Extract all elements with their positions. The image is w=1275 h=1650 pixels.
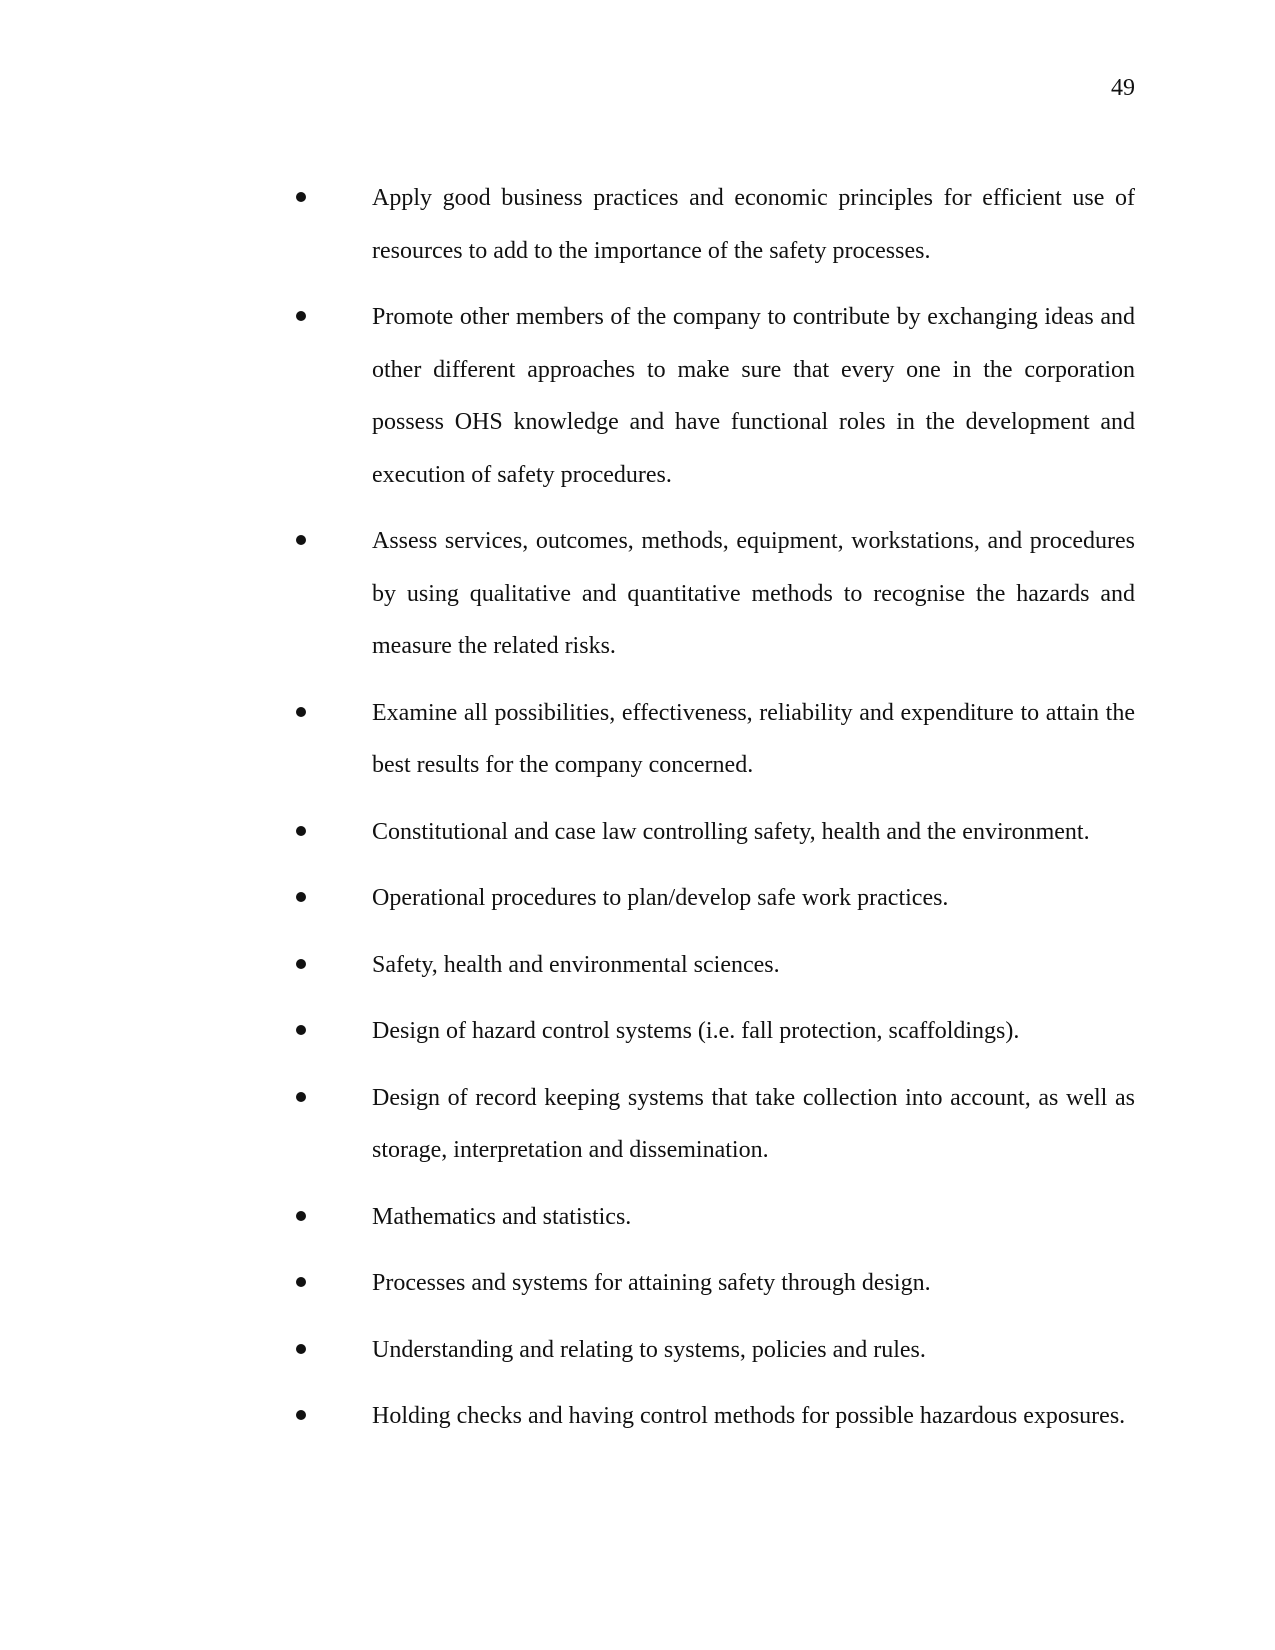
bullet-text: Promote other members of the company to contribute by exchanging ideas and other different approaches to make sure that every one in the corporation possess OHS knowledge and have functional roles in the development and execution of safety procedures. <box>372 304 1135 488</box>
list-item <box>0 291 1275 501</box>
page-number: 49 <box>1111 75 1135 101</box>
bullet-icon <box>296 535 306 545</box>
bullet-icon <box>296 192 306 202</box>
bullet-text: Examine all possibilities, effectiveness, reliability and expenditure to attain the best results for the company concerned. <box>372 699 1135 778</box>
list-item <box>0 1324 1275 1377</box>
bullet-icon <box>296 959 306 969</box>
bullet-icon <box>296 1211 306 1221</box>
bullet-icon <box>296 1025 306 1035</box>
bullet-icon <box>296 1277 306 1287</box>
list-item <box>0 1005 1275 1058</box>
bullet-text: Safety, health and environmental sciences. <box>372 951 780 978</box>
bullet-list <box>0 172 1275 1457</box>
list-item <box>0 806 1275 859</box>
bullet-icon <box>296 311 306 321</box>
bullet-text: Processes and systems for attaining safety through design. <box>372 1270 931 1296</box>
list-item <box>0 687 1275 792</box>
list-item <box>0 1257 1275 1310</box>
bullet-text: Operational procedures to plan/develop safe work practices. <box>372 885 949 911</box>
bullet-text: Design of record keeping systems that take collection into account, as well as storage, interpretation and dissemination. <box>372 1084 1135 1163</box>
list-item <box>0 1191 1275 1244</box>
bullet-icon <box>296 892 306 902</box>
list-item <box>0 515 1275 673</box>
list-item <box>0 872 1275 925</box>
list-item <box>0 1390 1275 1443</box>
bullet-text: Understanding and relating to systems, policies and rules. <box>372 1336 926 1363</box>
bullet-text: Assess services, outcomes, methods, equipment, workstations, and procedures by using qualitative and quantitative methods to recognise the hazards and measure the related risks. <box>372 528 1135 659</box>
bullet-icon <box>296 1410 306 1420</box>
bullet-text: Constitutional and case law controlling safety, health and the environment. <box>372 818 1090 845</box>
bullet-text: Apply good business practices and economic principles for efficient use of resources to add to the importance of the safety processes. <box>372 185 1135 264</box>
list-item <box>0 1072 1275 1177</box>
bullet-text: Holding checks and having control methods for possible hazardous exposures. <box>372 1403 1126 1429</box>
bullet-icon <box>296 826 306 836</box>
bullet-text: Mathematics and statistics. <box>372 1203 632 1230</box>
bullet-icon <box>296 1344 306 1354</box>
bullet-icon <box>296 1092 306 1102</box>
bullet-icon <box>296 707 306 717</box>
bullet-text: Design of hazard control systems (i.e. fall protection, scaffoldings). <box>372 1018 1020 1044</box>
list-item <box>0 172 1275 277</box>
list-item <box>0 939 1275 992</box>
